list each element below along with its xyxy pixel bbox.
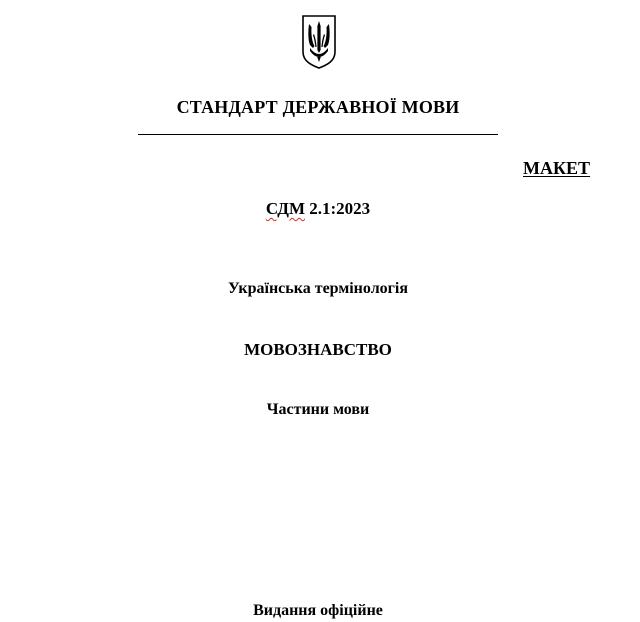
status-label: МАКЕТ <box>523 158 591 178</box>
title-divider <box>138 134 498 135</box>
standard-code <box>0 198 636 220</box>
standard-code-number: 2.1:2023 <box>305 199 371 218</box>
standard-title: СТАНДАРТ ДЕРЖАВНОЇ МОВИ <box>176 97 460 117</box>
topic-line: Частини мови <box>266 401 370 418</box>
field-line: МОВОЗНАВСТВО <box>244 340 392 359</box>
terminology-line: Українська термінологія <box>227 280 409 297</box>
tryzub-coat-of-arms-icon <box>301 14 337 70</box>
edition-line: Видання офіційне <box>253 602 383 619</box>
standard-code-abbr: СДМ <box>265 199 305 218</box>
